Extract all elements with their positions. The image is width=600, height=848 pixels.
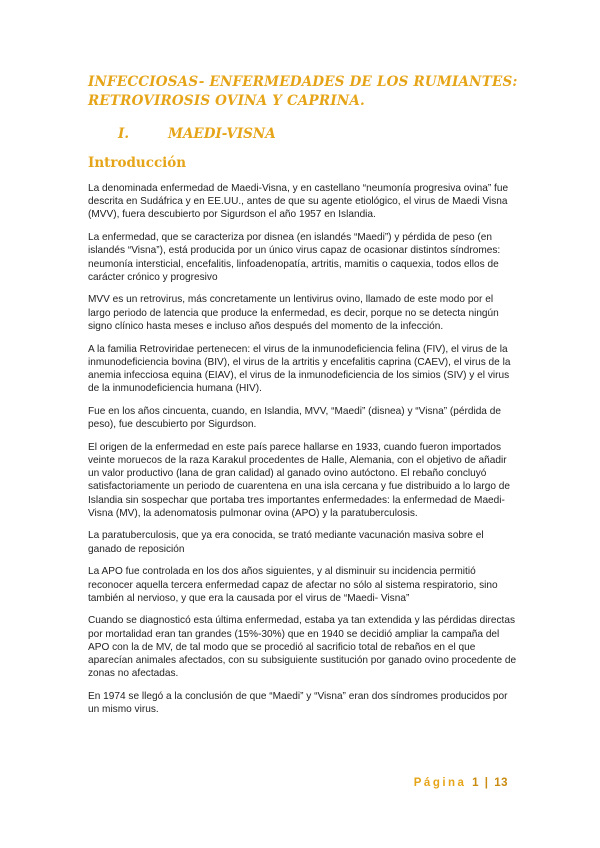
section-label: MAEDI-VISNA <box>168 126 276 142</box>
page-footer <box>414 777 508 789</box>
page-label: Página <box>413 777 467 789</box>
subheading-introduccion: Introducción <box>88 155 187 171</box>
page-total: 13 <box>494 777 508 789</box>
paragraph: El origen de la enfermedad en este país parece hallarse en 1933, cuando fueron importados veinte moruecos de la raza Karakul procedentes de Halle, Alemania, con el objetivo de añadir un valor productivo (lana de gran calidad) al ganado ovino autóctono. El rebaño concluyó satisfactoriamente un periodo de cuarentena en una isla cercana y fue distribuido a lo largo de Islandia sin sospechar que portaba tres importantes enfermedades: la enfermedad de Maedi-Visna (MV), la adenomatosis pulmonar ovina (APO) y la paratuberculosis. <box>88 441 510 519</box>
page-number: 1 <box>472 777 480 789</box>
page-separator: | <box>484 777 489 789</box>
paragraph: La paratuberculosis, que ya era conocida, se trató mediante vacunación masiva sobre el ganado de reposición <box>88 530 484 555</box>
paragraph: Fue en los años cincuenta, cuando, en Islandia, MVV, “Maedi” (disnea) y “Visna” (pérdida de peso), fue descubierto por Sigurdson. <box>88 405 501 431</box>
paragraph: En 1974 se llegó a la conclusión de que “Maedi” y “Visna” eran dos síndromes producidos por un mismo virus. <box>88 691 508 716</box>
paragraph: La enfermedad, que se caracteriza por disnea (en islandés “Maedi”) y pérdida de peso (en islandés “Visna”), está producida por un único virus capaz de ocasionar distintos síndromes: neumonía intersticial, encefalitis, linfoadenopatía, artritis, mamitis o caquexia, todos ellos de carácter crónico y progresivo <box>88 232 501 283</box>
body-text <box>88 182 518 726</box>
paragraph: La APO fue controlada en los dos años siguientes, y al disminuir su incidencia permitió reconocer aquella tercera enfermedad capaz de afectar no sólo al sistema respiratorio, sino también al nervioso, y que era la causada por el virus de “Maedi- Visna” <box>88 566 498 604</box>
paragraph: MVV es un retrovirus, más concretamente un lentivirus ovino, llamado de este modo por el largo periodo de latencia que produce la enfermedad, es decir, porque no se detecta ningún signo clínico hasta meses e incluso años después del momento de la infección. <box>88 294 499 332</box>
paragraph: La denominada enfermedad de Maedi-Visna, y en castellano “neumonía progresiva ovina” fue descrita en Sudáfrica y en EE.UU., antes de que su agente etiológico, el virus de Maedi Visna (MVV), fuera descubierto por Sigurdson el año 1957 en Islandia. <box>88 183 509 221</box>
paragraph: A la familia Retroviridae pertenecen: el virus de la inmunodeficiencia felina (FIV), el virus de la inmunodeficiencia bovina (BIV), el virus de la artritis y encefalitis caprina (CAEV), el virus de la anemia infecciosa equina (EIAV), el virus de la inmunodeficiencia de los simios (SIV) y el virus de la inmunodeficiencia humana (HIV). <box>88 343 511 395</box>
paragraph: Cuando se diagnosticó esta última enfermedad, estaba ya tan extendida y las pérdidas directas por mortalidad eran tan grandes (15%-30%) que en 1940 se decidió ampliar la campaña del APO con la de MV, de tal modo que se procedió al sacrificio total de rebaños en el que aparecían animales afectados, con su subsiguiente sustitución por ganado ovino procedente de zonas no afectadas. <box>88 615 517 680</box>
section-number: I. <box>118 126 130 142</box>
document-title: INFECCIOSAS- ENFERMEDADES DE LOS RUMIANTES: RETROVIROSIS OVINA Y CAPRINA. <box>88 74 518 109</box>
section-heading <box>118 126 276 142</box>
